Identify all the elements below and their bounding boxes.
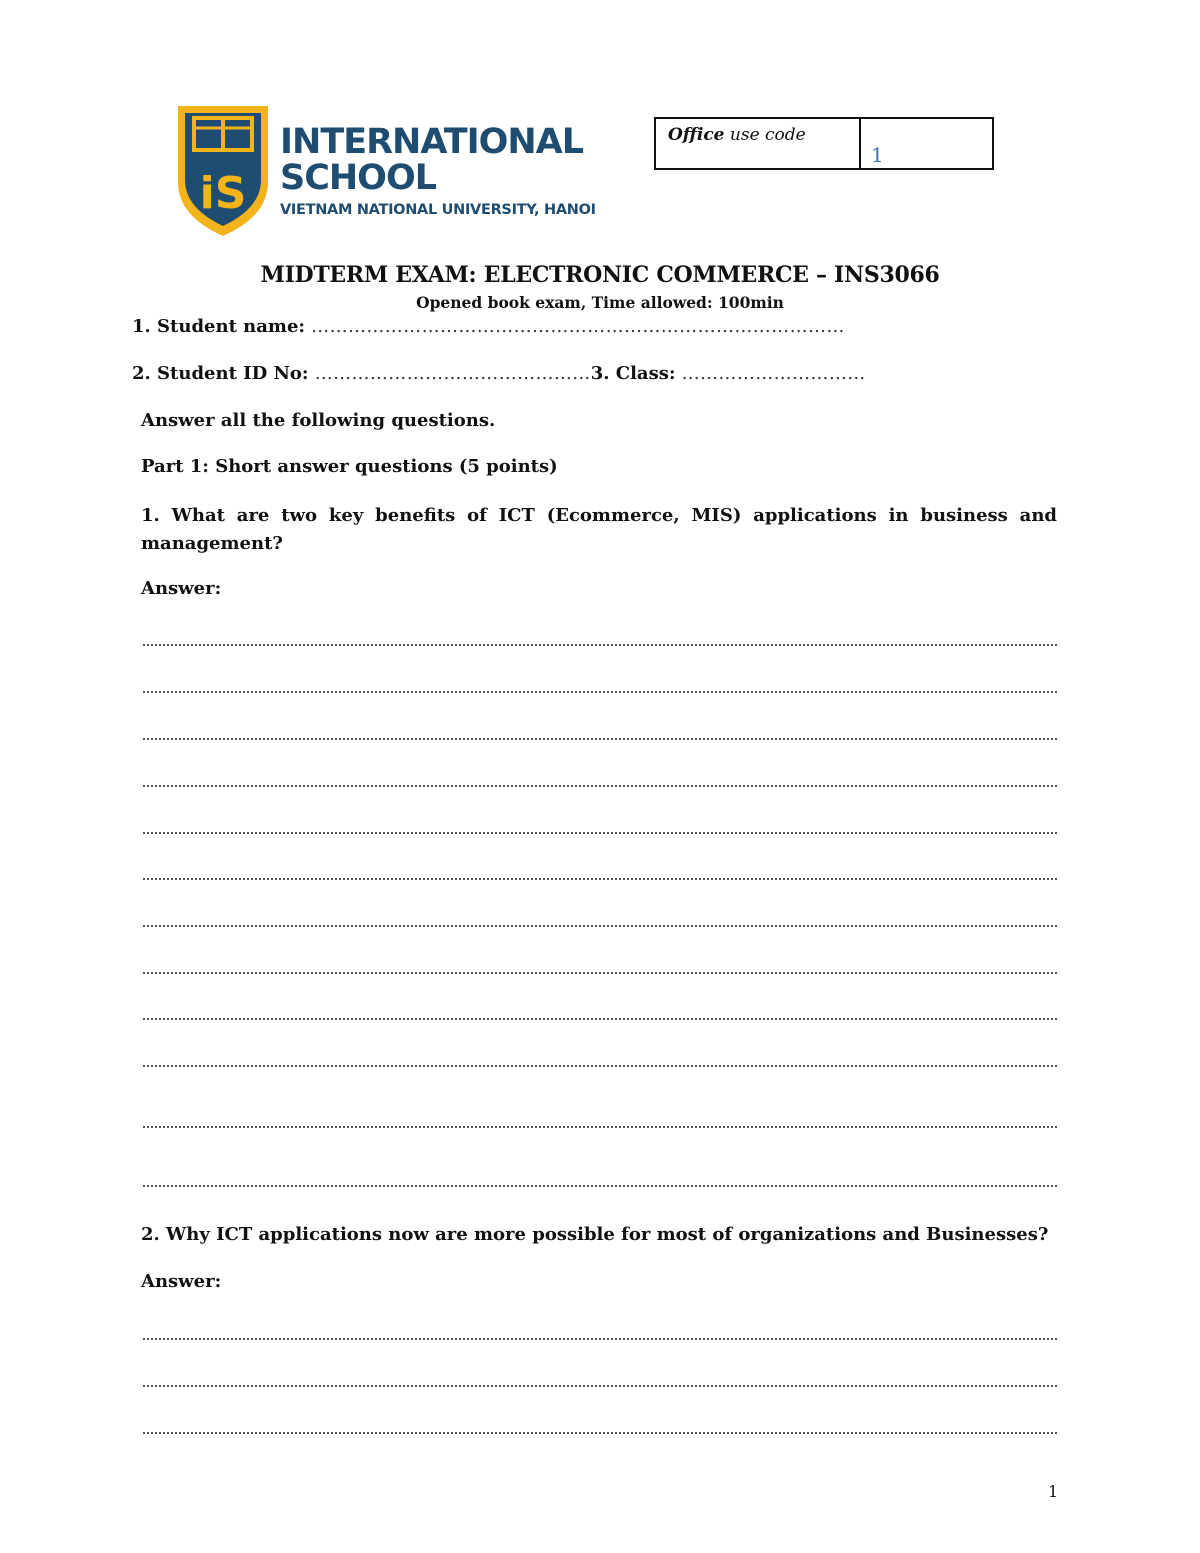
answer-line[interactable] [143,1324,1057,1340]
office-label-bold: Office [668,125,725,145]
office-use-label [656,119,861,168]
question-1: 1. What are two key benefits of ICT (Ecommerce, MIS) applications in business and management? [141,505,1057,554]
part1-heading: Part 1: Short answer questions (5 points) [141,456,558,477]
answer-line[interactable] [143,1171,1057,1187]
question-2: 2. Why ICT applications now are more possible for most of organizations and Businesses? [141,1224,1049,1245]
student-id-class-row [132,363,866,384]
student-name-dots: …………………………………………………………………………… [305,316,845,337]
answer-line[interactable] [143,771,1057,787]
instructions: Answer all the following questions. [141,410,496,431]
answer-line[interactable] [143,630,1057,646]
student-id-label: 2. Student ID No: [132,363,309,384]
question-2-answer-label: Answer: [141,1271,222,1292]
answer-line[interactable] [143,677,1057,693]
logo-line-international: INTERNATIONAL [280,122,584,162]
student-id-dots[interactable]: ……………………………………… [308,363,591,384]
answer-line[interactable] [143,1004,1057,1020]
office-use-box [654,117,994,170]
answer-line[interactable] [143,864,1057,880]
logo-line-school: SCHOOL [280,158,436,198]
student-name-field[interactable] [132,316,845,337]
school-emblem-icon [176,104,270,238]
answer-line[interactable] [143,724,1057,740]
student-name-label: 1. Student name: [132,316,306,337]
emblem-text: iS [199,168,247,219]
logo-line-university: VIETNAM NATIONAL UNIVERSITY, HANOI [280,202,596,218]
exam-title: MIDTERM EXAM: ELECTRONIC COMMERCE – INS3066 [260,262,940,288]
answer-line[interactable] [143,1418,1057,1434]
office-use-code-value: 1 [871,143,884,167]
answer-line[interactable] [143,1051,1057,1067]
question-1-answer-label: Answer: [141,578,222,599]
answer-line[interactable] [143,1112,1057,1128]
answer-line[interactable] [143,818,1057,834]
class-label: 3. Class: [590,363,676,384]
school-logo [176,104,616,244]
class-dots[interactable]: ………………………… [675,363,866,384]
page-number: 1 [1048,1482,1059,1501]
answer-line[interactable] [143,958,1057,974]
answer-line[interactable] [143,911,1057,927]
answer-line[interactable] [143,1371,1057,1387]
exam-subtitle: Opened book exam, Time allowed: 100min [416,293,784,312]
office-label-rest: use code [724,125,806,145]
